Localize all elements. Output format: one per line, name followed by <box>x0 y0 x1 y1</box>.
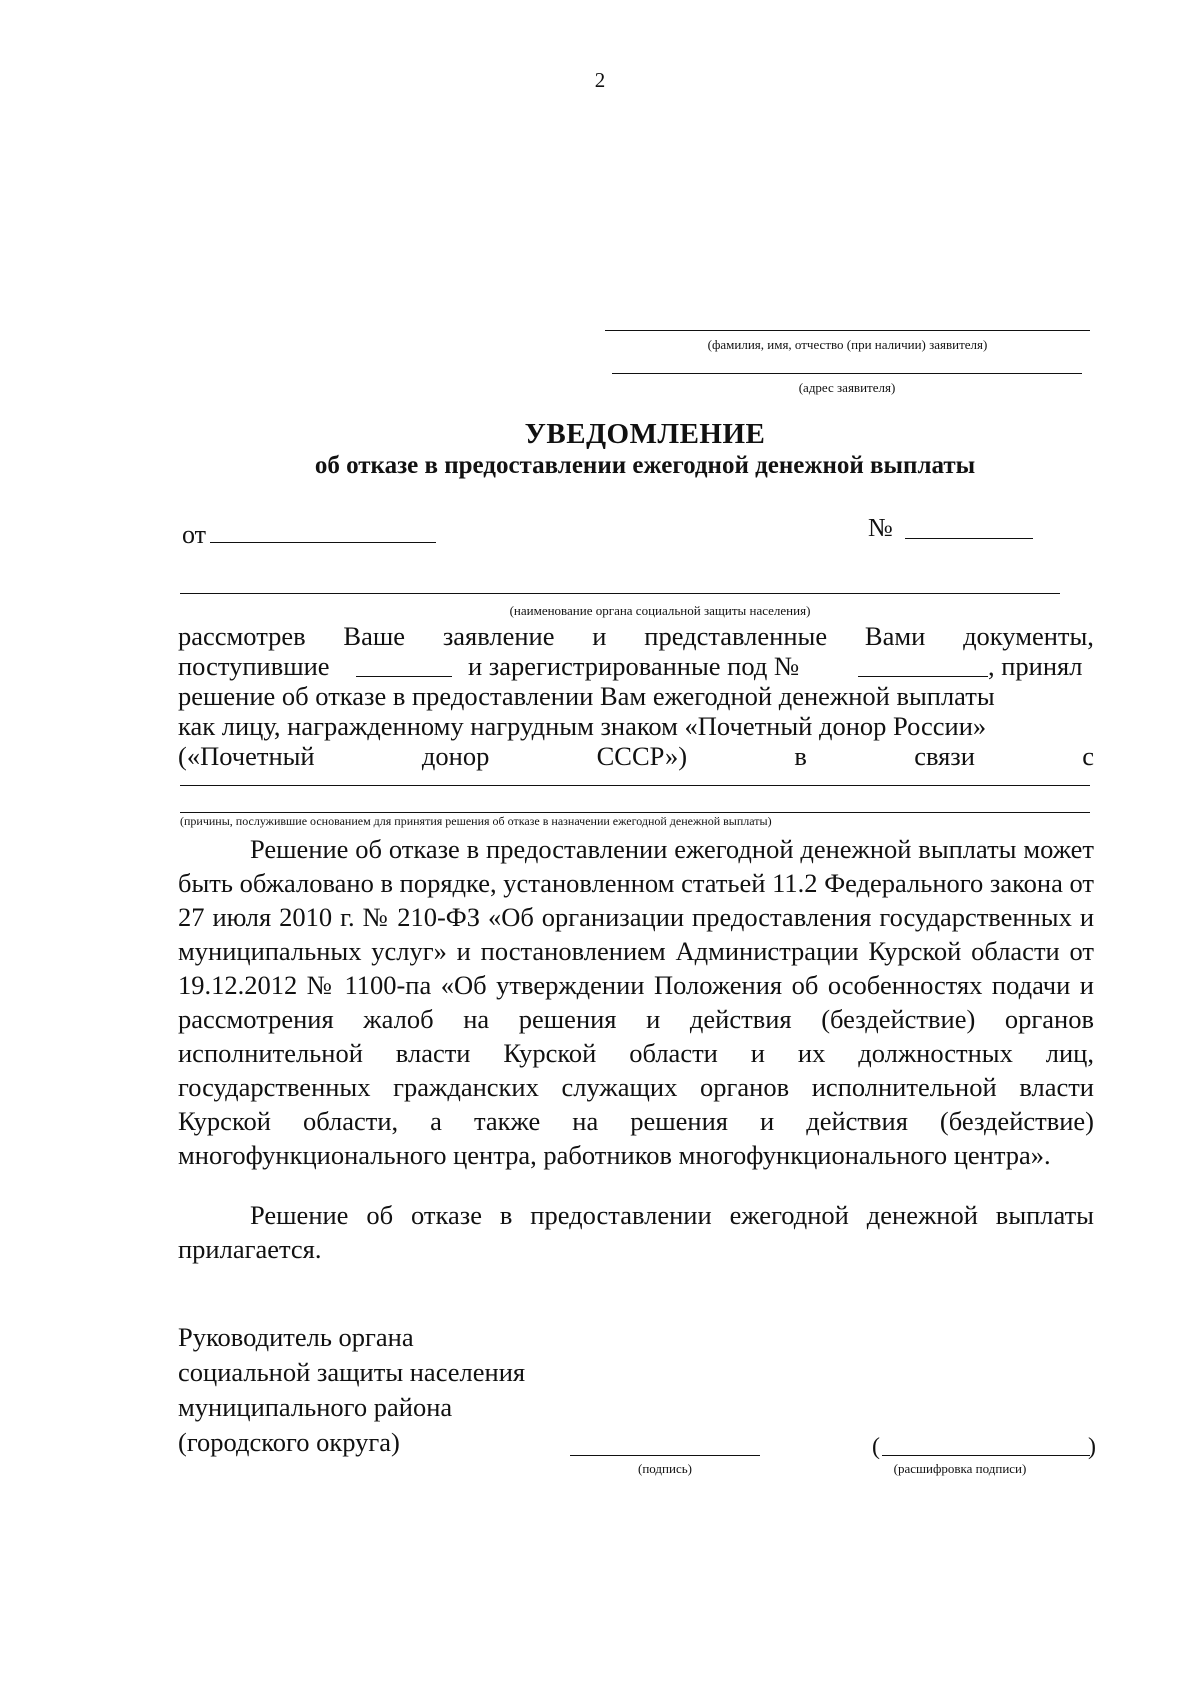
authority-caption: (наименование органа социальной защиты населения) <box>509 603 811 618</box>
body-line-1 <box>178 621 1094 651</box>
registration-number-blank <box>858 676 988 677</box>
body-word: («Почетный <box>178 741 315 771</box>
signatory-block <box>178 1320 525 1460</box>
document-subtitle: об отказе в предоставлении ежегодной денежной выплаты <box>314 452 976 479</box>
received-date-blank <box>356 676 452 677</box>
body-line-3: решение об отказе в предоставлении Вам ежегодной денежной выплаты <box>178 681 995 711</box>
signatory-line: муниципального района <box>178 1392 453 1422</box>
body-word: заявление <box>442 621 555 651</box>
body-word: связи <box>914 741 975 771</box>
body-word: представленные <box>644 621 828 651</box>
date-label: от <box>182 520 207 549</box>
document-title: УВЕДОМЛЕНИЕ <box>524 418 766 450</box>
body-line-5 <box>178 741 1094 771</box>
applicant-name-line <box>605 330 1090 331</box>
decoding-line <box>882 1455 1090 1456</box>
applicant-name-caption: (фамилия, имя, отчество (при наличии) заявителя) <box>707 337 988 352</box>
decoding-open-paren: ( <box>872 1434 880 1460</box>
body-word: СССР») <box>596 741 688 771</box>
body-line-4: как лицу, награжденному нагрудным знаком «Почетный донор России» <box>178 711 987 741</box>
body-word: в <box>794 741 807 771</box>
signatory-line: социальной защиты населения <box>178 1357 526 1387</box>
body-word: Ваше <box>343 621 406 651</box>
applicant-address-caption: (адрес заявителя) <box>798 380 896 395</box>
body-word: рассмотрев <box>178 621 306 651</box>
body-word: с <box>1082 741 1094 771</box>
signatory-line: Руководитель органа <box>178 1322 414 1352</box>
body-word: донор <box>421 741 490 771</box>
number-blank <box>905 538 1033 539</box>
body-line-2c: , принял <box>988 651 1083 681</box>
signature-caption: (подпись) <box>638 1461 692 1476</box>
appeal-paragraph <box>178 832 1094 1172</box>
decoding-caption: (расшифровка подписи) <box>893 1461 1027 1476</box>
body-line-2b: и зарегистрированные под № <box>468 651 800 681</box>
body-word: и <box>592 621 607 651</box>
decoding-close-paren: ) <box>1088 1434 1096 1460</box>
body-word: документы, <box>963 621 1094 651</box>
appeal-text: Решение об отказе в предоставлении ежегодной денежной выплаты может быть обжаловано в порядке, установленном статьей 11.2 Федерального закона от 27 июля 2010 г. № 210-ФЗ «Об организации предоставления государственных и муниципальных услуг» и постановлением Администрации Курской области от 19.12.2012 № 1100-па «Об утверждении Положения об особенностях подачи и рассмотрения жалоб на решения и действия (бездействие) органов исполнительной власти Курской области и их должностных лиц, государственных гражданских служащих органов исполнительной власти Курской области, а также на решения и действия (бездействие) многофункционального центра, работников многофункционального центра». <box>178 834 1094 1170</box>
reasons-line-1 <box>180 785 1090 786</box>
attachment-text: Решение об отказе в предоставлении ежегодной денежной выплаты прилагается. <box>178 1200 1094 1264</box>
body-line-2a: поступившие <box>178 651 330 681</box>
authority-line <box>180 593 1060 594</box>
number-label: № <box>868 513 893 542</box>
reasons-caption: (причины, послужившие основанием для принятия решения об отказе в назначении ежегодной денежной выплаты) <box>180 814 772 828</box>
attachment-paragraph <box>178 1198 1094 1266</box>
page-number: 2 <box>594 68 606 92</box>
date-blank <box>210 542 436 543</box>
applicant-address-line <box>612 373 1082 374</box>
signature-line <box>570 1455 760 1456</box>
signatory-line: (городского округа) <box>178 1427 400 1457</box>
body-word: Вами <box>864 621 926 651</box>
reasons-line-2 <box>180 812 1090 813</box>
